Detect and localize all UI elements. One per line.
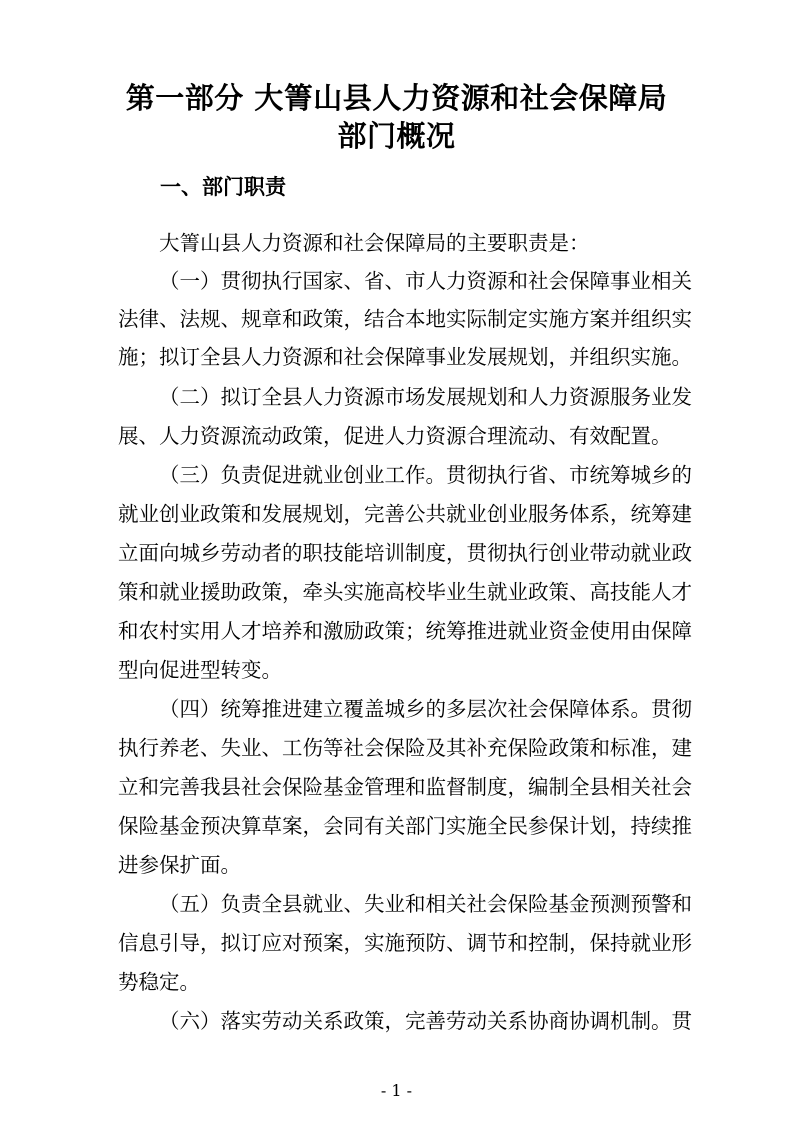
paragraph-3-line-6: 型向促进型转变。	[118, 658, 282, 682]
paragraph-1-line-2: 法律、法规、规章和政策，结合本地实际制定实施方案并组织实	[118, 307, 692, 331]
paragraph-1-line-1: （一）贯彻执行国家、省、市人力资源和社会保障事业相关	[159, 269, 692, 293]
page-number: - 1 -	[380, 1081, 413, 1100]
paragraph-2-line-1: （二）拟订全县人力资源市场发展规划和人力资源服务业发	[159, 385, 692, 409]
page-title-line-2: 部门概况	[337, 119, 456, 153]
paragraph-4-line-2: 执行养老、失业、工伤等社会保险及其补充保险政策和标准，建	[118, 736, 692, 760]
paragraph-3-line-3: 立面向城乡劳动者的职技能培训制度，贯彻执行创业带动就业政	[118, 541, 692, 565]
page-title-line-1: 第一部分 大箐山县人力资源和社会保障局	[125, 81, 668, 115]
intro-line: 大箐山县人力资源和社会保障局的主要职责是：	[159, 231, 590, 255]
paragraph-4-line-3: 立和完善我县社会保险基金管理和监督制度，编制全县相关社会	[118, 775, 692, 799]
paragraph-6-line-1: （六）落实劳动关系政策，完善劳动关系协商协调机制。贯	[159, 1009, 692, 1033]
paragraph-4-line-5: 进参保扩面。	[118, 853, 241, 877]
paragraph-2-line-2: 展、人力资源流动政策，促进人力资源合理流动、有效配置。	[118, 424, 672, 448]
paragraph-3-line-1: （三）负责促进就业创业工作。贯彻执行省、市统筹城乡的	[159, 463, 692, 487]
paragraph-3-line-2: 就业创业政策和发展规划，完善公共就业创业服务体系，统筹建	[118, 502, 692, 526]
paragraph-4-line-1: （四）统筹推进建立覆盖城乡的多层次社会保障体系。贯彻	[159, 697, 692, 721]
paragraph-5-line-2: 信息引导，拟订应对预案，实施预防、调节和控制，保持就业形	[118, 931, 692, 955]
paragraph-4-line-4: 保险基金预决算草案，会同有关部门实施全民参保计划，持续推	[118, 814, 692, 838]
paragraph-5-line-3: 势稳定。	[118, 970, 200, 994]
paragraph-5-line-1: （五）负责全县就业、失业和相关社会保险基金预测预警和	[159, 892, 692, 916]
section-heading: 一、部门职责	[160, 175, 286, 199]
paragraph-3-line-5: 和农村实用人才培养和激励政策；统筹推进就业资金使用由保障	[118, 619, 692, 643]
paragraph-1-line-3: 施；拟订全县人力资源和社会保障事业发展规划，并组织实施。	[118, 345, 692, 369]
paragraph-3-line-4: 策和就业援助政策，牵头实施高校毕业生就业政策、高技能人才	[118, 580, 692, 604]
